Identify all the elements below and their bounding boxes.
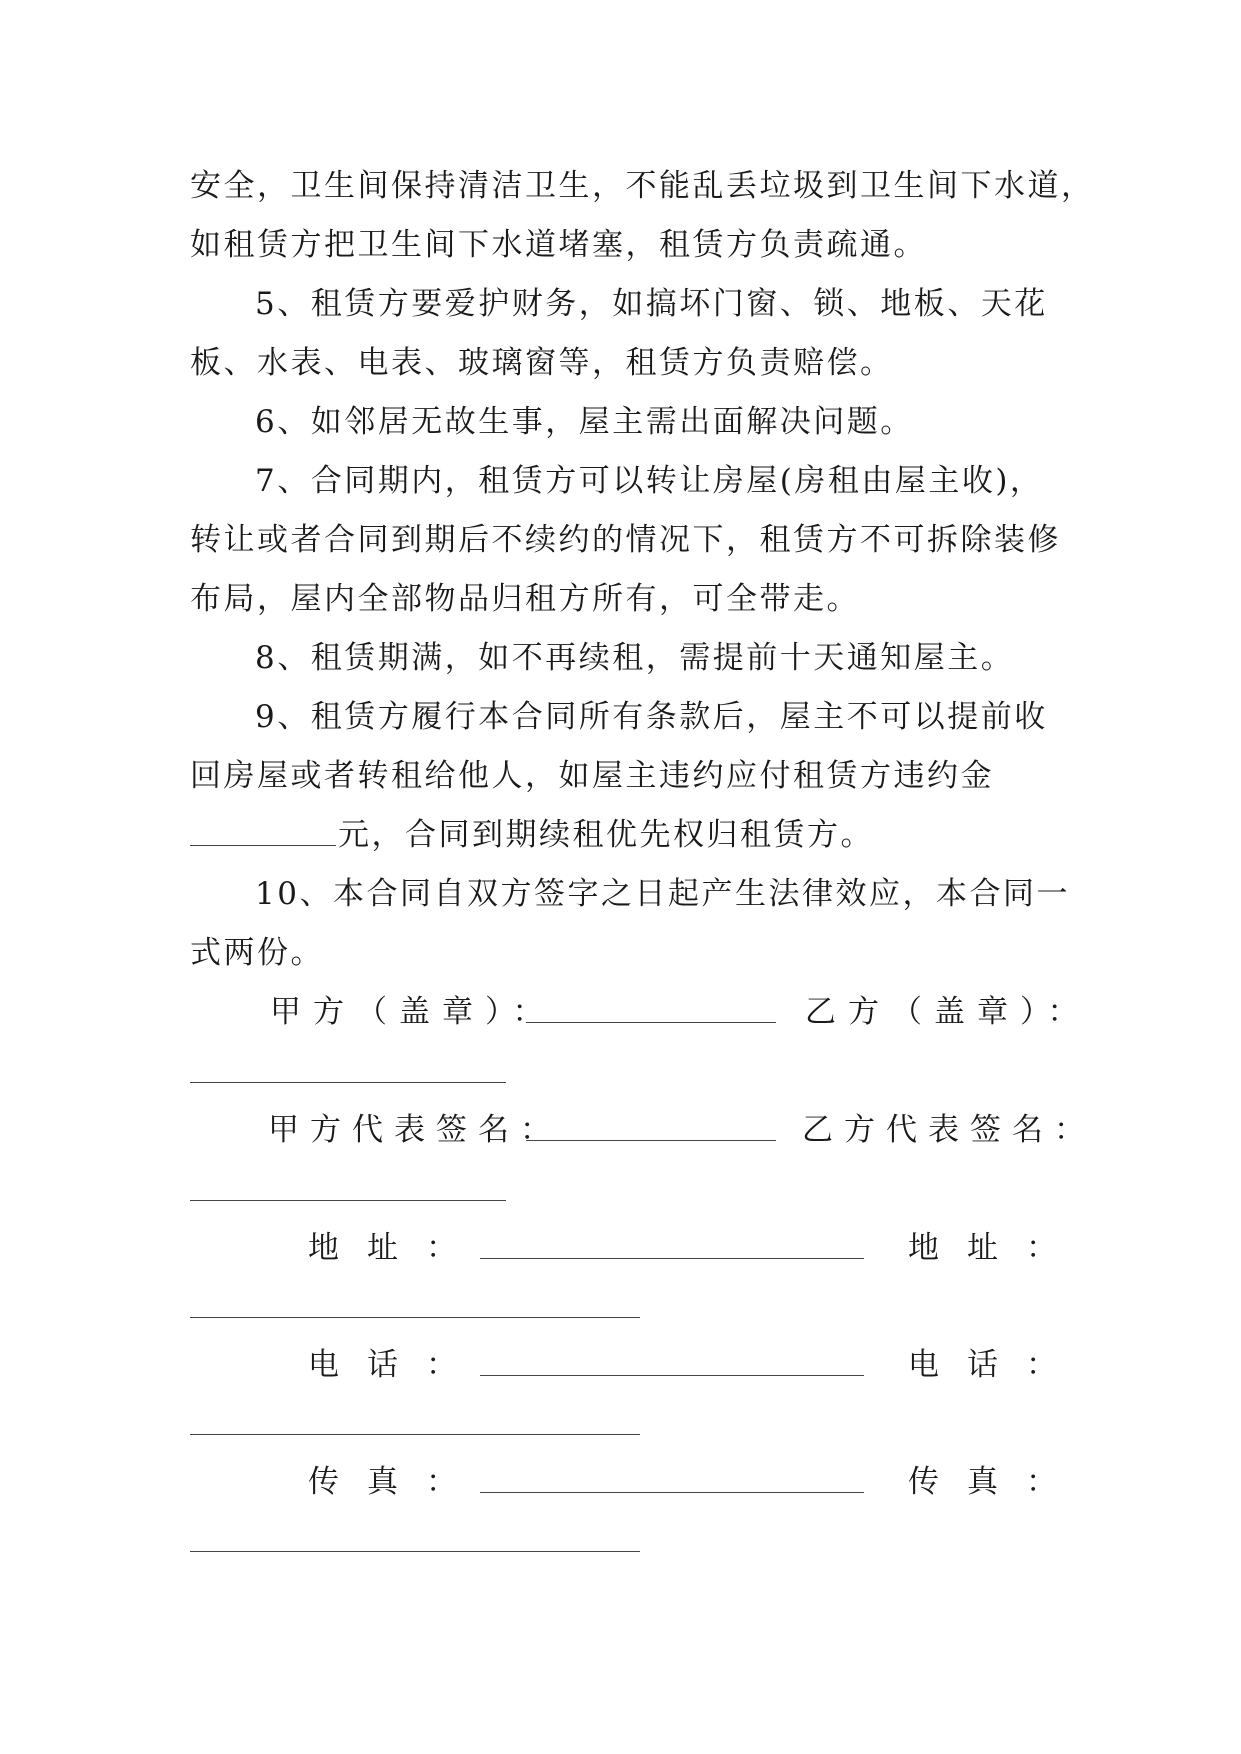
party-b-seal-line — [190, 1082, 506, 1083]
clause-9-line-1: 9、租赁方履行本合同所有条款后，屋主不可以提前收 — [255, 699, 1048, 735]
party-b-address-label: 地址： — [908, 1230, 1085, 1266]
party-b-fax-line — [190, 1551, 640, 1552]
party-b-rep-label: 乙方代表签名： — [802, 1112, 1096, 1148]
party-a-seal-line — [526, 1022, 776, 1023]
clause-10-line-1: 10、本合同自双方签字之日起产生法律效应，本合同一 — [255, 876, 1070, 912]
party-a-address-line — [480, 1258, 864, 1259]
party-b-phone-line — [190, 1434, 640, 1435]
party-a-address-label: 地址： — [308, 1230, 485, 1266]
clause-10-line-2: 式两份。 — [190, 935, 324, 971]
party-a-phone-label: 电话： — [308, 1347, 485, 1383]
text-line-1: 安全，卫生间保持清洁卫生，不能乱丢垃圾到卫生间下水道， — [190, 168, 1095, 204]
clause-5-line-1: 5、租赁方要爱护财务，如搞坏门窗、锁、地板、天花 — [255, 286, 1048, 322]
party-b-seal-label: 乙方（盖章）： — [805, 994, 1091, 1030]
penalty-amount-blank — [190, 845, 336, 846]
clause-7-line-3: 布局，屋内全部物品归租方所有，可全带走。 — [190, 581, 860, 617]
party-a-fax-line — [480, 1492, 864, 1493]
clause-5-line-2: 板、水表、电表、玻璃窗等，租赁方负责赔偿。 — [190, 345, 894, 381]
clause-6: 6、如邻居无故生事，屋主需出面解决问题。 — [255, 404, 914, 440]
party-b-phone-label: 电话： — [908, 1347, 1085, 1383]
clause-7-line-1: 7、合同期内，租赁方可以转让房屋(房租由屋主收)， — [255, 463, 1044, 499]
party-a-fax-label: 传真： — [308, 1464, 485, 1500]
party-a-seal-label: 甲方（盖章）： — [270, 994, 556, 1030]
party-a-rep-line — [526, 1140, 776, 1141]
party-a-phone-line — [480, 1375, 864, 1376]
clause-7-line-2: 转让或者合同到期后不续约的情况下，租赁方不可拆除装修 — [190, 522, 1061, 558]
party-b-rep-line — [190, 1200, 506, 1201]
party-b-fax-label: 传真： — [908, 1464, 1085, 1500]
clause-9-line-2: 回房屋或者转租给他人，如屋主违约应付租赁方违约金 — [190, 758, 994, 794]
clause-9-line-3: 元，合同到期续租优先权归租赁方。 — [338, 817, 874, 853]
party-b-address-line — [190, 1317, 640, 1318]
text-line-2: 如租赁方把卫生间下水道堵塞，租赁方负责疏通。 — [190, 227, 927, 263]
clause-8: 8、租赁期满，如不再续租，需提前十天通知屋主。 — [255, 640, 1015, 676]
party-a-rep-label: 甲方代表签名： — [268, 1112, 562, 1148]
